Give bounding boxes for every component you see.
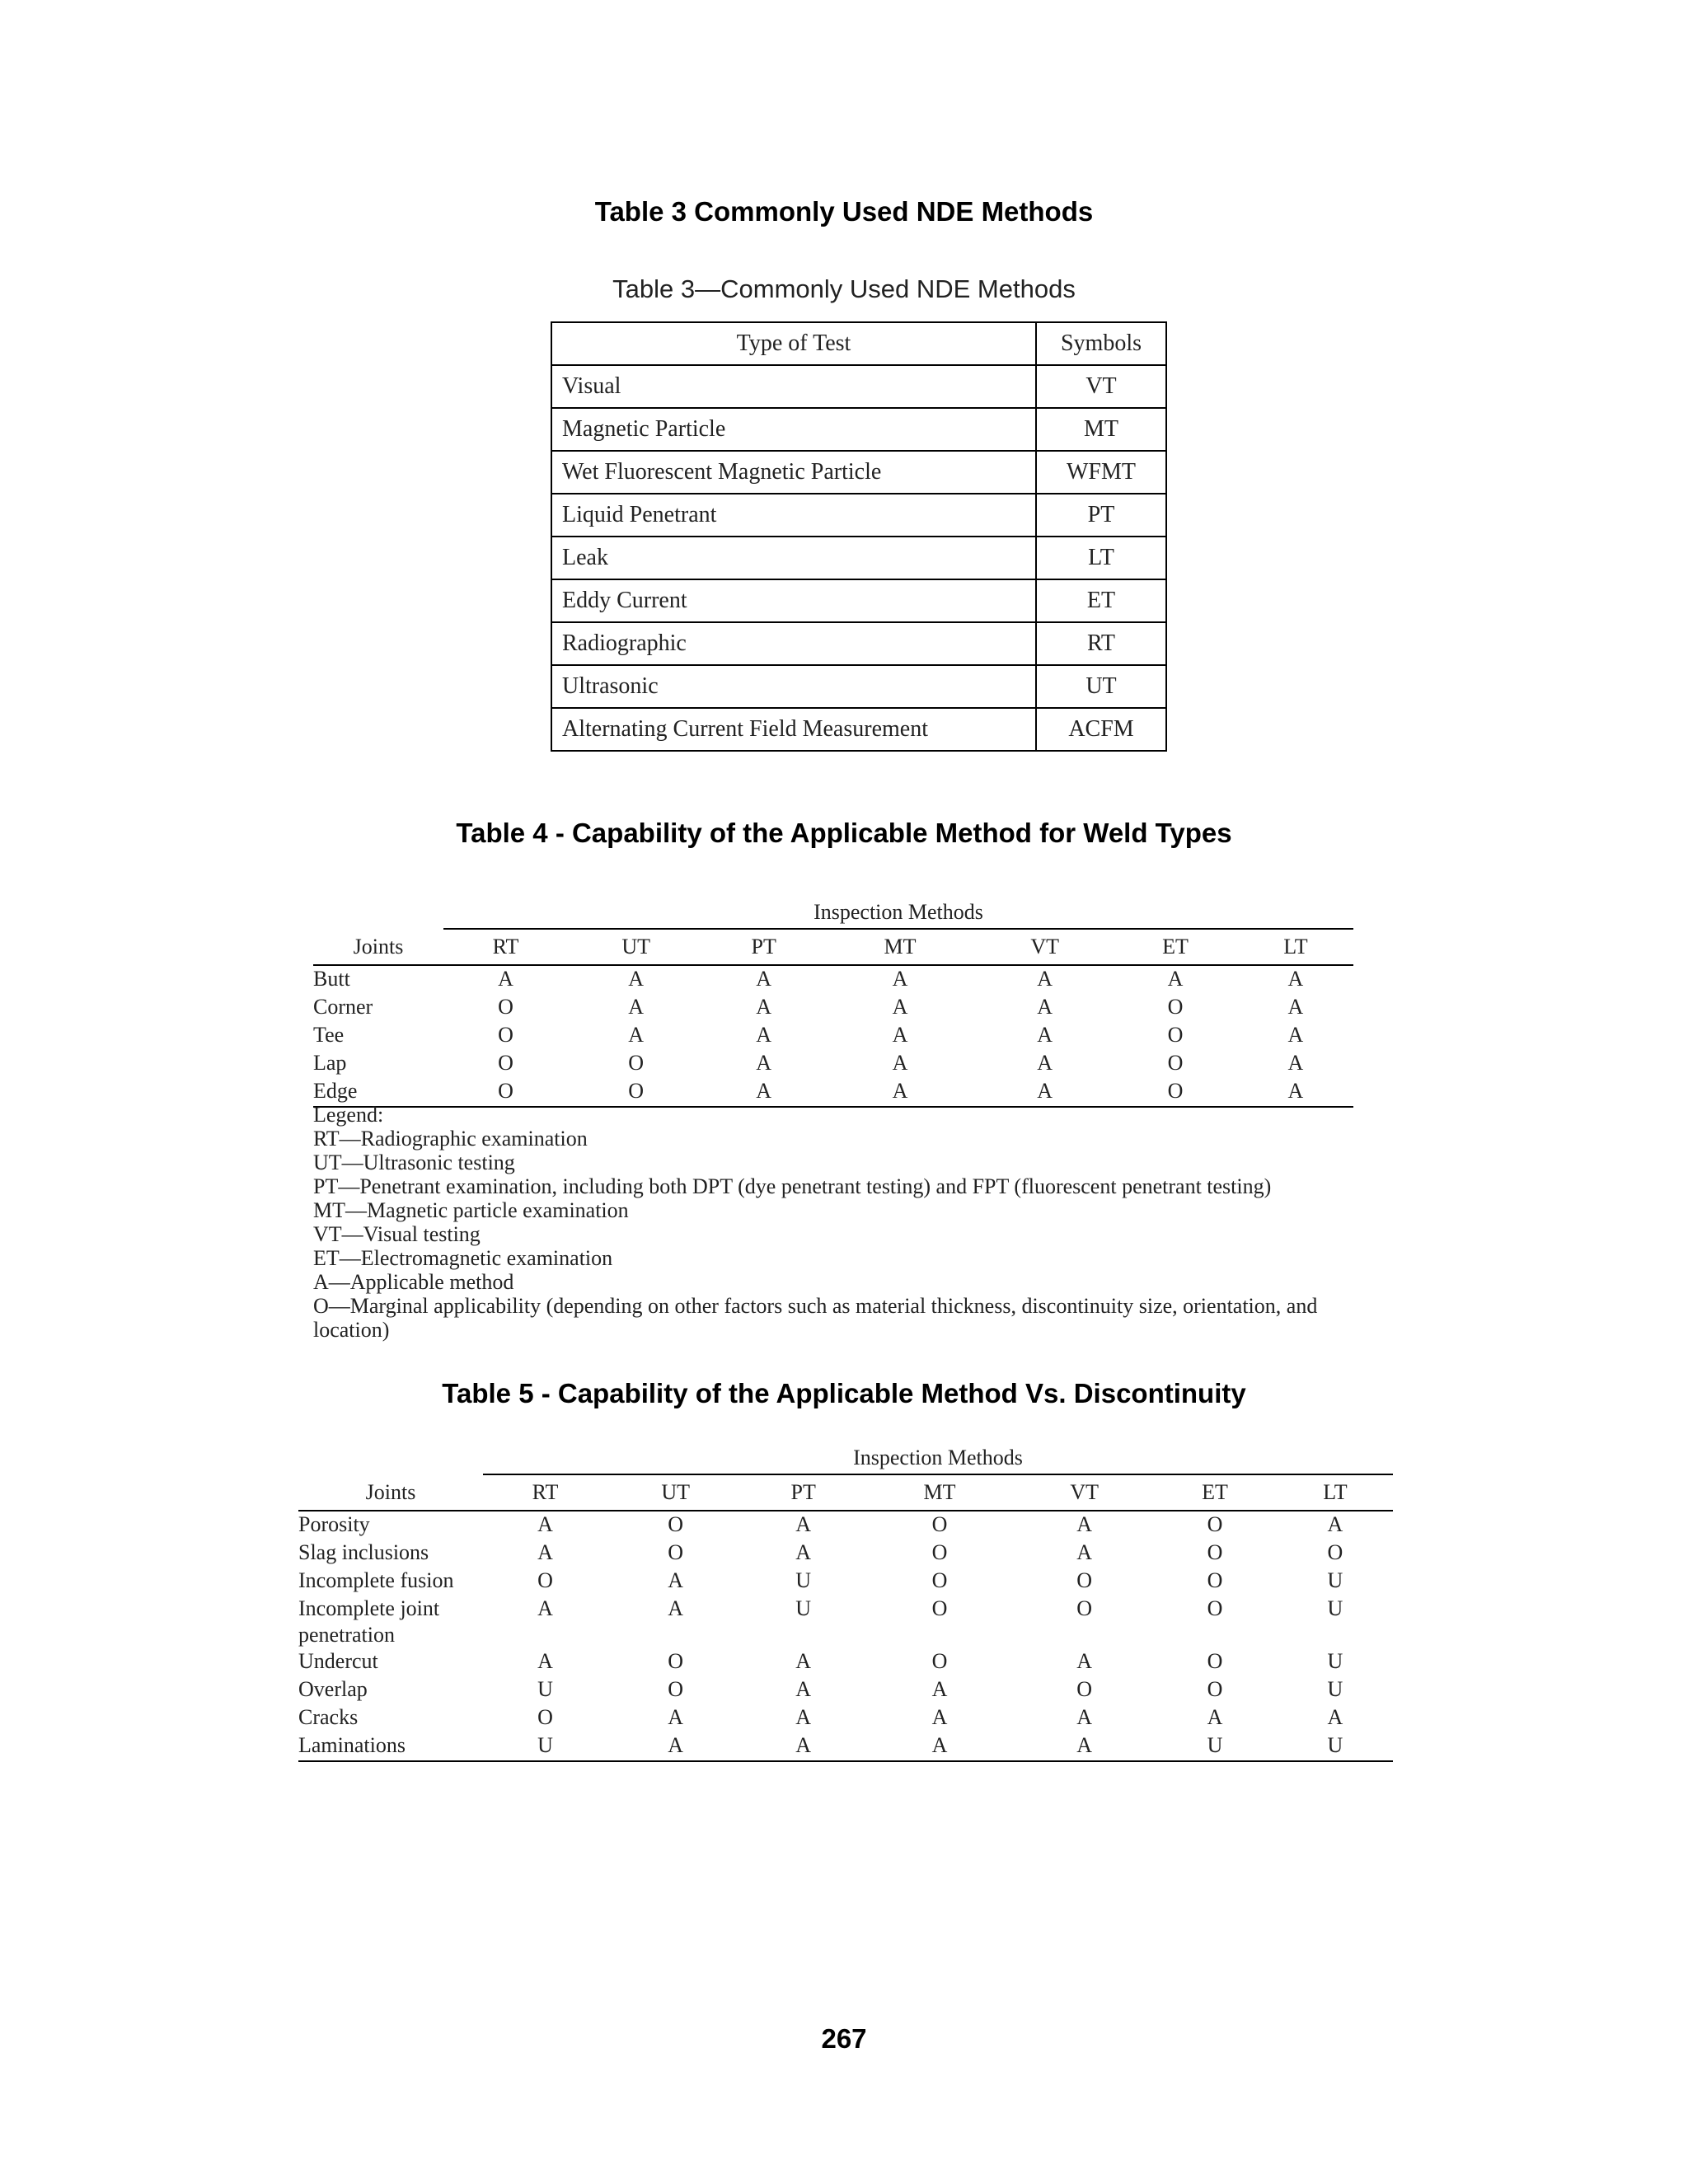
table4-cell-joint: Tee [313,1023,345,1047]
table5-cell-value: A [795,1540,812,1564]
table4-column-header: PT [704,929,823,965]
table4-cell-value: O [1167,995,1184,1019]
table5-column-header: UT [607,1474,743,1511]
table5-cell-value: A [1076,1512,1093,1536]
table5-column-header-row [298,1474,1393,1511]
table4-cell-value: O [628,1051,645,1075]
table5-cell-value: A [1327,1512,1343,1536]
table5-row [298,1596,1393,1648]
table5-cell-value: O [1327,1540,1343,1564]
table4-cell-value: A [1037,995,1053,1019]
table5-group-header: Inspection Methods [483,1434,1393,1474]
table5-heading: Table 5 - Capability of the Applicable Method Vs. Discontinuity [442,1378,1246,1408]
table4-column-header: RT [443,929,568,965]
table5-cell-value: A [1016,1732,1152,1761]
table4-cell-value: O [1113,1078,1237,1107]
page-number: 267 [821,2023,867,2054]
table4-cell-value: A [628,967,645,991]
legend-line: A—Applicable method [313,1270,514,1294]
table3-header-symbol: Symbols [1036,322,1166,365]
table5-cell-value: U [1152,1732,1277,1761]
table5-cell-joint: Incomplete fusion [298,1568,454,1592]
legend-line: Legend: [313,1103,384,1127]
table4-cell-value: O [443,1078,568,1107]
table4-cell-value: O [1167,1051,1184,1075]
table3-cell-symbol: MT [1036,408,1166,451]
table4-cell-value: A [756,967,772,991]
table4-column-header: UT [568,929,704,965]
table5-cell-value: U [1327,1568,1343,1592]
table5-cell-value: A [743,1732,863,1761]
table5-cell-value: O [931,1512,948,1536]
table4-cell-value: O [1167,1023,1184,1047]
table4-cell-value: A [1037,967,1053,991]
table5-cell-value: A [795,1705,812,1729]
table5-row [298,1648,1393,1676]
table4-cell-joint: Butt [313,967,350,991]
table5-discontinuity [298,1434,1393,1762]
table5-cell-value: O [1207,1649,1223,1673]
table3-nde-methods [551,321,1167,752]
table5-cell-value: O [537,1568,553,1592]
legend-line: ET—Electromagnetic examination [313,1246,613,1270]
table3-row [551,451,1166,494]
table3-row [551,579,1166,622]
table5-cell-value: A [668,1596,684,1620]
table3-cell-symbol: ET [1036,579,1166,622]
table3-header-row [551,322,1166,365]
table5-group-spacer [298,1434,483,1474]
table5-cell-value: A [1207,1705,1223,1729]
table5-cell-value: O [1076,1596,1093,1620]
table3-cell-type: Liquid Penetrant [551,494,1036,537]
table5-column-header: MT [863,1474,1016,1511]
table5-column-header: VT [1016,1474,1152,1511]
table5-cell-value: A [537,1596,553,1620]
table3-cell-type: Magnetic Particle [551,408,1036,451]
table5-cell-value: O [1207,1568,1223,1592]
table4-row [313,994,1353,1022]
table5-cell-value: U [1327,1596,1343,1620]
table4-cell-value: O [498,1051,513,1075]
table3-row [551,365,1166,408]
table4-cell-value: A [756,1051,772,1075]
table3-body [551,365,1166,751]
table5-cell-joint: Overlap [298,1677,368,1701]
table4-column-header: LT [1238,929,1353,965]
table4-group-header: Inspection Methods [443,888,1353,929]
table4-row [313,965,1353,994]
table4-cell-value: A [498,967,513,991]
table4-cell-joint: Lap [313,1051,347,1075]
table5-cell-value: U [537,1677,553,1701]
table5-cell-value: O [1207,1512,1223,1536]
table4-column-header-row [313,929,1353,965]
table4-weld-types [313,888,1353,1108]
table4-cell-value: A [823,1078,977,1107]
table3-row [551,494,1166,537]
table4-row [313,1022,1353,1050]
table5-row [298,1511,1393,1540]
table4-cell-joint: Edge [313,1078,443,1107]
table4-cell-value: A [1287,1051,1304,1075]
table4-joints-header: Joints [313,929,443,965]
table4-body [313,965,1353,1107]
table5-column-header: ET [1152,1474,1277,1511]
table5-cell-value: O [931,1649,948,1673]
table3-cell-type: Wet Fluorescent Magnetic Particle [551,451,1036,494]
table3-cell-type: Leak [551,537,1036,579]
table5-cell-value: U [795,1596,812,1620]
legend-line: PT—Penetrant examination, including both DPT (dye penetrant testing) and FPT (fluorescent penetrant testing) [313,1174,1272,1198]
table4-cell-value: A [977,1078,1113,1107]
table4-group-spacer [313,888,443,929]
table4-cell-value: A [628,995,645,1019]
table5-row [298,1732,1393,1761]
table5-cell-value: A [607,1732,743,1761]
table4-cell-value: A [756,995,772,1019]
table4-cell-value: A [1287,1023,1304,1047]
table5-cell-joint: Undercut [298,1649,378,1673]
table3-cell-type: Visual [551,365,1036,408]
table5-cell-value: O [668,1677,684,1701]
table4-cell-value: A [892,995,908,1019]
legend-line: O—Marginal applicability (depending on other factors such as material thickness, discontinuity size, orientation, and location) [313,1294,1318,1342]
table4-heading: Table 4 - Capability of the Applicable Method for Weld Types [456,818,1232,848]
table5-cell-value: O [1076,1568,1093,1592]
table5-row [298,1568,1393,1596]
table5-cell-value: U [1327,1677,1343,1701]
table3-cell-symbol: LT [1036,537,1166,579]
table5-cell-value: O [1207,1540,1223,1564]
legend-line: UT—Ultrasonic testing [313,1151,515,1174]
table5-cell-value: A [1327,1705,1343,1729]
table3-cell-type: Eddy Current [551,579,1036,622]
table5-cell-joint: Laminations [298,1732,483,1761]
table5-cell-value: A [1076,1540,1093,1564]
table3-cell-type: Radiographic [551,622,1036,665]
table5-joints-header: Joints [298,1474,483,1511]
table4-cell-value: O [498,995,513,1019]
table3-header-type: Type of Test [551,322,1036,365]
table4-column-header: MT [823,929,977,965]
table5-cell-value: A [1076,1705,1093,1729]
table3-row [551,537,1166,579]
table5-cell-value: O [931,1540,948,1564]
table4-group-row [313,888,1353,929]
table4-cell-joint: Corner [313,995,373,1019]
table5-cell-value: A [795,1649,812,1673]
table4-cell-value: O [568,1078,704,1107]
table5-cell-value: A [537,1512,553,1536]
table4-cell-value: A [1238,1078,1353,1107]
table4-cell-value: A [1037,1023,1053,1047]
table4-cell-value: A [628,1023,645,1047]
table3-row [551,708,1166,751]
table3-cell-type: Alternating Current Field Measurement [551,708,1036,751]
table5-cell-value: A [537,1540,553,1564]
table5-cell-value: U [795,1568,812,1592]
table5-cell-joint: Incomplete joint penetration [298,1596,440,1647]
table5-cell-value: O [1076,1677,1093,1701]
table3-cell-symbol: VT [1036,365,1166,408]
table3-cell-symbol: ACFM [1036,708,1166,751]
table5-column-header: RT [483,1474,607,1511]
table3-heading: Table 3 Commonly Used NDE Methods [594,196,1094,227]
table5-cell-value: O [668,1540,684,1564]
table4-cell-value: A [704,1078,823,1107]
table5-cell-value: U [1327,1649,1343,1673]
table5-cell-value: A [931,1705,948,1729]
table5-cell-value: A [795,1512,812,1536]
table4-cell-value: A [892,1023,908,1047]
table5-cell-value: A [863,1732,1016,1761]
table4-cell-value: A [1037,1051,1053,1075]
table4-cell-value: A [756,1023,772,1047]
table3-row [551,622,1166,665]
table4-legend [313,1103,1353,1342]
table5-cell-value: U [1278,1732,1393,1761]
table4-cell-value: O [498,1023,513,1047]
table3-cell-symbol: WFMT [1036,451,1166,494]
table5-column-header: LT [1278,1474,1393,1511]
table5-cell-value: A [1076,1649,1093,1673]
legend-line: RT—Radiographic examination [313,1127,588,1151]
table3-row [551,665,1166,708]
table4-cell-value: A [1167,967,1184,991]
table5-cell-value: O [931,1568,948,1592]
table5-cell-value: A [931,1677,948,1701]
table3-caption: Table 3—Commonly Used NDE Methods [612,274,1076,303]
table4-row [313,1050,1353,1078]
table5-body [298,1511,1393,1761]
table5-cell-value: A [537,1649,553,1673]
table4-cell-value: A [1287,995,1304,1019]
table5-cell-value: O [537,1705,553,1729]
table3-cell-type: Ultrasonic [551,665,1036,708]
table5-row [298,1540,1393,1568]
table5-cell-value: O [931,1596,948,1620]
table5-column-header: PT [743,1474,863,1511]
table5-cell-joint: Porosity [298,1512,370,1536]
table3-row [551,408,1166,451]
table3-cell-symbol: RT [1036,622,1166,665]
table4-cell-value: A [892,967,908,991]
table5-cell-joint: Slag inclusions [298,1540,429,1564]
table4-cell-value: A [1287,967,1304,991]
table5-row [298,1676,1393,1704]
table5-cell-value: O [1207,1677,1223,1701]
table5-cell-joint: Cracks [298,1705,359,1729]
table3-cell-symbol: PT [1036,494,1166,537]
table5-cell-value: O [668,1649,684,1673]
table4-cell-value: A [892,1051,908,1075]
table4-column-header: ET [1113,929,1237,965]
table5-cell-value: A [668,1705,684,1729]
table3-cell-symbol: UT [1036,665,1166,708]
legend-line: VT—Visual testing [313,1222,481,1246]
table5-cell-value: U [483,1732,607,1761]
table5-cell-value: A [795,1677,812,1701]
table5-row [298,1704,1393,1732]
table5-group-row [298,1434,1393,1474]
legend-line: MT—Magnetic particle examination [313,1198,629,1222]
table5-cell-value: A [668,1568,684,1592]
table4-column-header: VT [977,929,1113,965]
table5-cell-value: O [1207,1596,1223,1620]
table5-cell-value: O [668,1512,684,1536]
